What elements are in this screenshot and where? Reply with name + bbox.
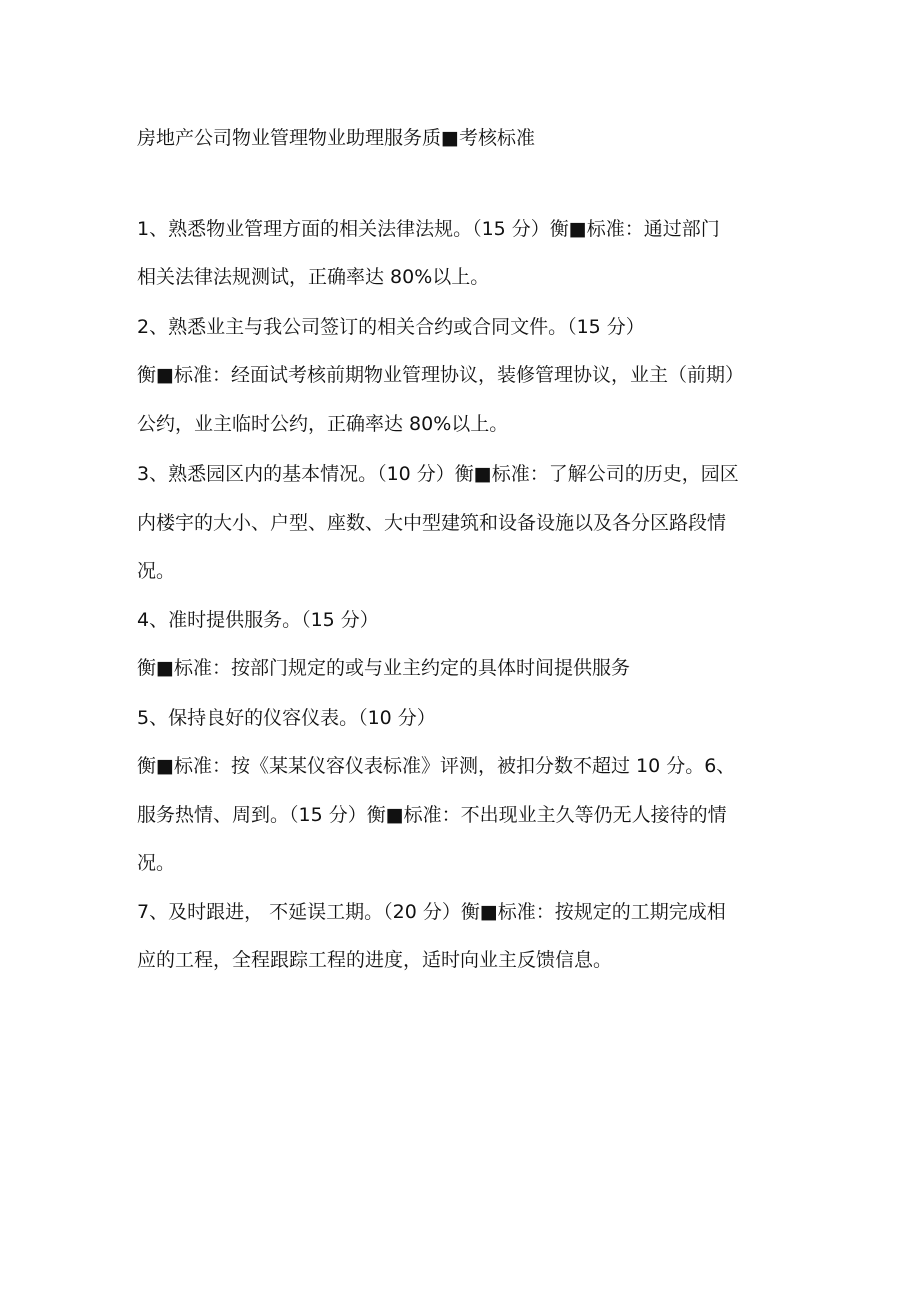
- text-line: 相关法律法规测试，正确率达 80%以上。: [137, 266, 490, 288]
- text-line: 衡■标准：按《某某仪容仪表标准》评测，被扣分数不超过 10 分。6、: [137, 755, 736, 777]
- document-title: 房地产公司物业管理物业助理服务质■考核标准: [137, 127, 535, 149]
- text-line: 内楼宇的大小、户型、座数、大中型建筑和设备设施以及各分区路段情: [137, 512, 727, 534]
- text-line: 衡■标准：按部门规定的或与业主约定的具体时间提供服务: [137, 657, 630, 679]
- text-line: 1、熟悉物业管理方面的相关法律法规。（15 分）衡■标准：通过部门: [137, 218, 720, 240]
- text-line: 4、准时提供服务。（15 分）: [137, 609, 379, 631]
- text-line: 7、及时跟进， 不延误工期。（20 分）衡■标准：按规定的工期完成相: [137, 901, 726, 923]
- text-line: 5、保持良好的仪容仪表。（10 分）: [137, 707, 436, 729]
- text-line: 服务热情、周到。（15 分）衡■标准：不出现业主久等仍无人接待的情: [137, 804, 727, 826]
- text-line: 衡■标准：经面试考核前期物业管理协议，装修管理协议，业主（前期）: [137, 364, 744, 386]
- text-line: 应的工程，全程跟踪工程的进度，适时向业主反馈信息。: [137, 949, 613, 971]
- text-line: 公约，业主临时公约，正确率达 80%以上。: [137, 413, 509, 435]
- text-line: 况。: [137, 560, 176, 582]
- text-line: 3、熟悉园区内的基本情况。（10 分）衡■标准：了解公司的历史，园区: [137, 463, 739, 485]
- text-line: 况。: [137, 852, 176, 874]
- text-line: 2、熟悉业主与我公司签订的相关合约或合同文件。（15 分）: [137, 316, 645, 338]
